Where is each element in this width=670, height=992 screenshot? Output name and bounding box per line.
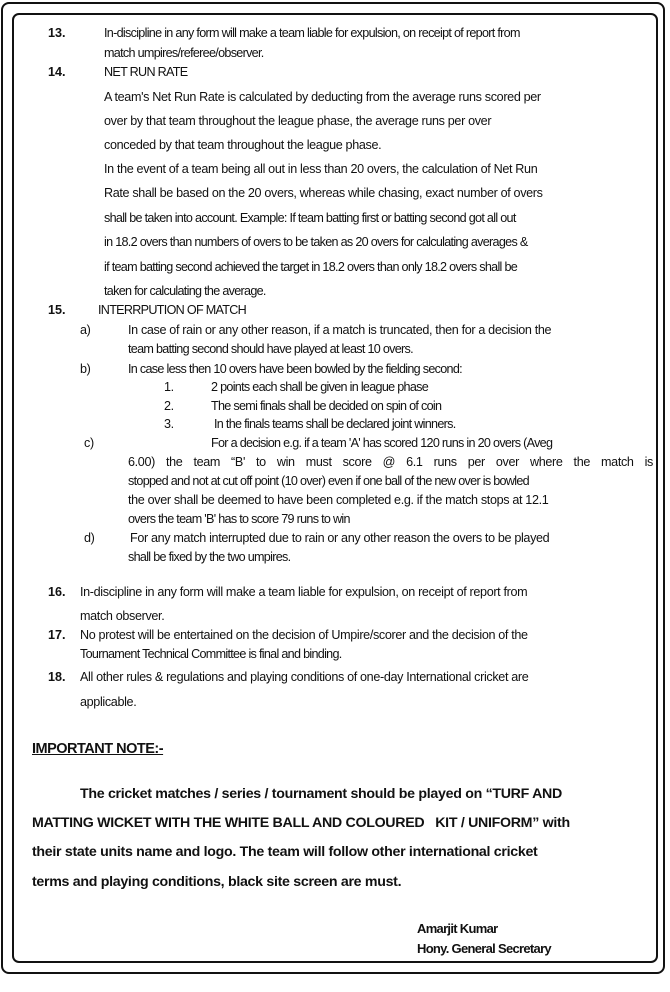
rule-14-line: in 18.2 overs than numbers of overs to be taken as 20 overs for calculating averages &: [104, 235, 528, 249]
rule-14-line: Rate shall be based on the 20 overs, whereas while chasing, exact number of overs: [104, 186, 543, 200]
rule-16-line: In-discipline in any form will make a team liable for expulsion, on receipt of report from: [80, 585, 528, 599]
important-note-heading: IMPORTANT NOTE:-: [32, 741, 164, 757]
signatory-title: Hony. General Secretary: [417, 941, 551, 956]
rule-15c-label: c): [84, 436, 94, 450]
rule-15-heading: INTERRPUTION OF MATCH: [98, 303, 247, 317]
note-line: MATTING WICKET WITH THE WHITE BALL AND COLOURED KIT / UNIFORM” with: [32, 815, 570, 831]
rule-13-line-2: match umpires/referee/observer.: [104, 46, 264, 60]
rule-14-line: A team's Net Run Rate is calculated by deducting from the average runs scored per: [104, 90, 541, 104]
rule-14-line: shall be taken into account. Example: If team batting first or batting second got all out: [104, 211, 516, 225]
rule-15b-label: b): [80, 362, 91, 376]
rule-18-line: All other rules & regulations and playing conditions of one-day International cricket are: [80, 670, 529, 684]
rule-15c-line: 6.00) the team “B' to win must score @ 6.1 runs per over where the match is: [128, 455, 653, 469]
rule-14-heading: NET RUN RATE: [104, 65, 188, 79]
rule-14-number: 14.: [48, 65, 66, 79]
rule-15-number: 15.: [48, 303, 66, 317]
rule-17-number: 17.: [48, 628, 66, 642]
note-line: terms and playing conditions, black site screen are must.: [32, 874, 402, 890]
rule-15a-line: team batting second should have played at least 10 overs.: [128, 342, 413, 356]
rule-16-number: 16.: [48, 585, 66, 599]
signatory-name: Amarjit Kumar: [417, 921, 498, 936]
rule-15d-line: shall be fixed by the two umpires.: [128, 550, 291, 564]
rule-15c-line: overs the team 'B' has to score 79 runs to win: [128, 512, 350, 526]
rule-14-line: conceded by that team throughout the league phase.: [104, 138, 382, 152]
rule-15b-line: In case less then 10 overs have been bowled by the fielding second:: [128, 362, 462, 376]
rule-15b-item-number: 3.: [164, 417, 174, 431]
rule-15b-item-number: 2.: [164, 399, 174, 413]
rule-13-line-1: In-discipline in any form will make a team liable for expulsion, on receipt of report from: [104, 26, 520, 40]
rule-15d-line: For any match interrupted due to rain or any other reason the overs to be played: [130, 531, 550, 545]
rule-15b-item-text: The semi finals shall be decided on spin of coin: [211, 399, 442, 413]
rule-14-line: In the event of a team being all out in less than 20 overs, the calculation of Net Run: [104, 162, 538, 176]
rule-18-line: applicable.: [80, 695, 137, 709]
rule-14-line: taken for calculating the average.: [104, 284, 266, 298]
note-line: The cricket matches / series / tournament should be played on “TURF AND: [80, 786, 562, 802]
rule-15a-label: a): [80, 323, 91, 337]
rule-17-line: No protest will be entertained on the decision of Umpire/scorer and the decision of the: [80, 628, 528, 642]
rule-15c-line: the over shall be deemed to have been completed e.g. if the match stops at 12.1: [128, 493, 549, 507]
rule-15d-label: d): [84, 531, 95, 545]
rule-18-number: 18.: [48, 670, 66, 684]
rule-17-line: Tournament Technical Committee is final and binding.: [80, 647, 342, 661]
rule-15b-item-text: In the finals teams shall be declared joint winners.: [214, 417, 456, 431]
rule-15c-line: stopped and not at cut off point (10 over) even if one ball of the new over is bowled: [128, 474, 529, 488]
rule-15b-item-number: 1.: [164, 380, 174, 394]
note-line: their state units name and logo. The team will follow other international cricket: [32, 844, 538, 860]
rule-13-number: 13.: [48, 26, 66, 40]
rule-16-line: match observer.: [80, 609, 165, 623]
rule-14-line: over by that team throughout the league phase, the average runs per over: [104, 114, 492, 128]
rule-15b-item-text: 2 points each shall be given in league phase: [211, 380, 429, 394]
rule-15c-line: For a decision e.g. if a team 'A' has scored 120 runs in 20 overs (Aveg: [211, 436, 553, 450]
rule-15a-line: In case of rain or any other reason, if a match is truncated, then for a decision the: [128, 323, 552, 337]
rule-14-line: if team batting second achieved the target in 18.2 overs than only 18.2 overs shall be: [104, 260, 518, 274]
